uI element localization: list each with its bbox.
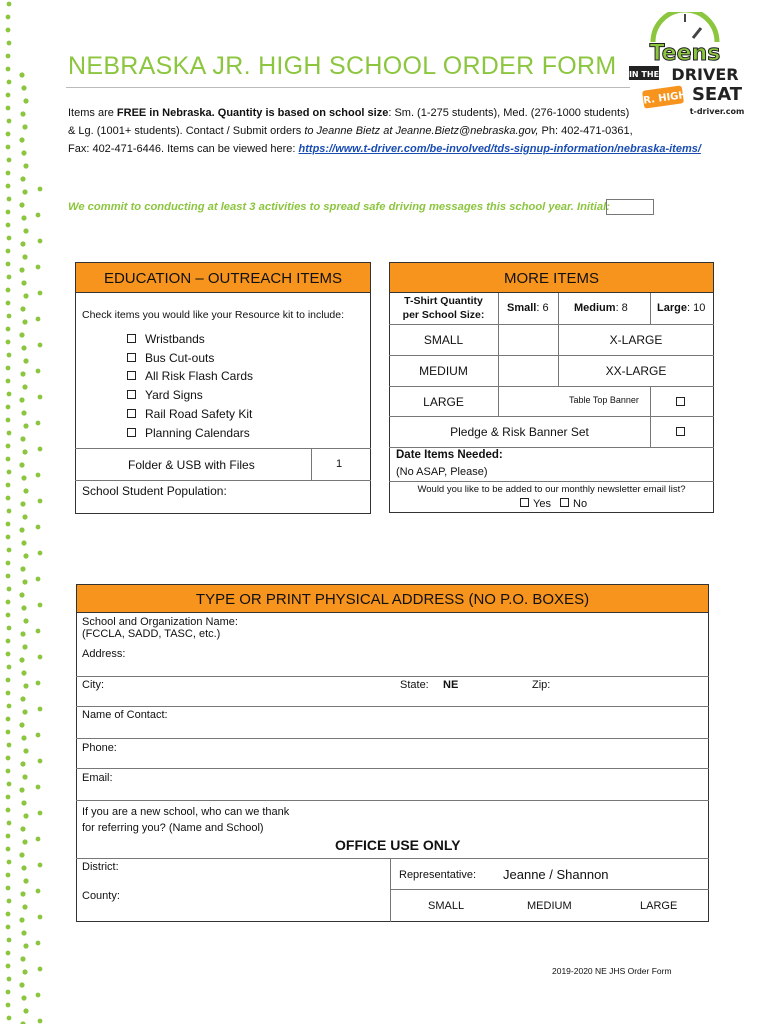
address-header: TYPE OR PRINT PHYSICAL ADDRESS (NO P.O. BOXES) (76, 584, 709, 613)
nebraska-items-link[interactable]: https://www.t-driver.com/be-involved/tds-signup-information/nebraska-items/ (298, 143, 701, 155)
divider (390, 858, 391, 922)
representative-value: Jeanne / Shannon (503, 867, 609, 882)
district-label: District: (82, 861, 119, 873)
school-org-label: School and Organization Name: (FCCLA, SADD, TASC, etc.) (82, 616, 238, 640)
tshirt-label: T-Shirt Quantity per School Size: (402, 295, 485, 321)
checklist-item[interactable] (127, 349, 253, 368)
table-top-banner-label: Table Top Banner (569, 395, 639, 405)
intro-line-1: Items are FREE in Nebraska. Quantity is based on school size: Sm. (1-275 students), Med. (276-1000 students) (68, 107, 630, 119)
footer-label: 2019-2020 NE JHS Order Form (552, 966, 672, 976)
education-checklist (127, 330, 253, 442)
checkbox-icon[interactable] (127, 428, 136, 437)
title-divider (66, 87, 630, 88)
divider (390, 889, 709, 890)
logo-driver: DRIVER (671, 65, 739, 84)
education-header: EDUCATION – OUTREACH ITEMS (75, 262, 371, 293)
checklist-item[interactable] (127, 405, 253, 424)
large-qty: Large: 10 (657, 302, 706, 314)
size-medium: MEDIUM (419, 364, 468, 378)
checklist-item[interactable] (127, 424, 253, 443)
office-large: LARGE (640, 900, 678, 912)
email-label: Email: (82, 772, 113, 784)
zip-label: Zip: (532, 679, 551, 691)
newsletter-options: Yes No (520, 498, 587, 510)
checkbox-icon[interactable] (127, 409, 136, 418)
divider (389, 355, 714, 356)
page-title: NEBRASKA JR. HIGH SCHOOL ORDER FORM (68, 52, 617, 80)
checkbox-icon[interactable] (127, 353, 136, 362)
office-small: SMALL (428, 900, 465, 912)
referral-label: If you are a new school, who can we thank for referring you? (Name and School) (82, 806, 290, 834)
newsletter-yes-checkbox[interactable] (520, 498, 529, 507)
size-xlarge: X-LARGE (609, 333, 663, 347)
checklist-item-label: Planning Calendars (145, 425, 250, 440)
divider (650, 293, 651, 324)
folder-usb-label: Folder & USB with Files (128, 458, 255, 472)
divider (389, 447, 714, 448)
checklist-item[interactable] (127, 367, 253, 386)
phone-label: Phone: (82, 742, 117, 754)
office-medium: MEDIUM (527, 900, 572, 912)
teens-driver-seat-logo (623, 12, 747, 122)
divider (76, 800, 709, 801)
date-needed-hint: (No ASAP, Please) (396, 466, 488, 478)
divider (558, 293, 559, 324)
intro-line-3: Fax: 402-471-6446. Items can be viewed here: https://www.t-driver.com/be-involved/tds-signup-information/nebraska-items/ (68, 143, 701, 155)
more-items-header: MORE ITEMS (389, 262, 714, 293)
checklist-item[interactable] (127, 330, 253, 349)
divider (76, 706, 709, 707)
size-large: LARGE (423, 395, 464, 409)
education-instruction: Check items you would like your Resource kit to include: (82, 309, 345, 321)
dotted-border-decoration (2, 0, 46, 1024)
divider (75, 480, 371, 481)
office-use-title: OFFICE USE ONLY (335, 837, 461, 853)
divider (389, 416, 714, 417)
checklist-item-label: Wristbands (145, 332, 205, 346)
newsletter-question: Would you like to be added to our monthly newsletter email list? (417, 484, 686, 495)
divider (311, 448, 312, 480)
logo-seat: SEAT (691, 84, 743, 105)
state-label: State: (400, 679, 429, 691)
representative-label: Representative: (399, 869, 477, 881)
population-label: School Student Population: (82, 484, 227, 498)
intro-line-2: & Lg. (1001+ students). Contact / Submit orders to Jeanne Bietz at Jeanne.Bietz@nebraska.gov, Ph: 402-471-0361, (68, 125, 633, 137)
medium-qty: Medium: 8 (574, 302, 628, 314)
table-top-banner-checkbox[interactable] (676, 397, 685, 406)
logo-jr-high: JR. HIGH (638, 89, 688, 108)
size-small: SMALL (423, 333, 464, 347)
pledge-banner-label: Pledge & Risk Banner Set (450, 425, 589, 439)
date-needed-label: Date Items Needed: (396, 449, 503, 461)
logo-teens: Teens (649, 41, 721, 66)
checkbox-icon[interactable] (127, 334, 136, 343)
pledge-banner-checkbox[interactable] (676, 427, 685, 436)
commitment-statement: We commit to conducting at least 3 activities to spread safe driving messages this school year. Initial: (68, 201, 610, 213)
checklist-item-label: All Risk Flash Cards (145, 369, 254, 384)
newsletter-no-checkbox[interactable] (560, 498, 569, 507)
small-qty: Small: 6 (507, 302, 549, 314)
logo-url: t-driver.com (689, 107, 745, 116)
size-xxlarge: XX-LARGE (605, 364, 667, 378)
checklist-item[interactable] (127, 386, 253, 405)
folder-usb-qty[interactable]: 1 (336, 458, 343, 470)
divider (76, 768, 709, 769)
divider (75, 448, 371, 449)
divider (76, 676, 709, 677)
divider (389, 481, 714, 482)
checklist-item-label: Bus Cut-outs (145, 350, 215, 365)
divider (76, 858, 709, 859)
divider (76, 738, 709, 739)
logo-in-the: IN THE (628, 70, 660, 79)
city-label: City: (82, 679, 104, 691)
address-label: Address: (82, 648, 126, 660)
checklist-item-label: Yard Signs (145, 388, 203, 403)
county-label: County: (82, 890, 120, 902)
divider (389, 386, 714, 387)
checkbox-icon[interactable] (127, 390, 136, 399)
checkbox-icon[interactable] (127, 371, 136, 380)
state-value[interactable]: NE (443, 679, 459, 691)
contact-label: Name of Contact: (82, 709, 168, 721)
checklist-item-label: Rail Road Safety Kit (145, 406, 253, 421)
initial-input[interactable] (606, 199, 654, 215)
divider (389, 324, 714, 325)
